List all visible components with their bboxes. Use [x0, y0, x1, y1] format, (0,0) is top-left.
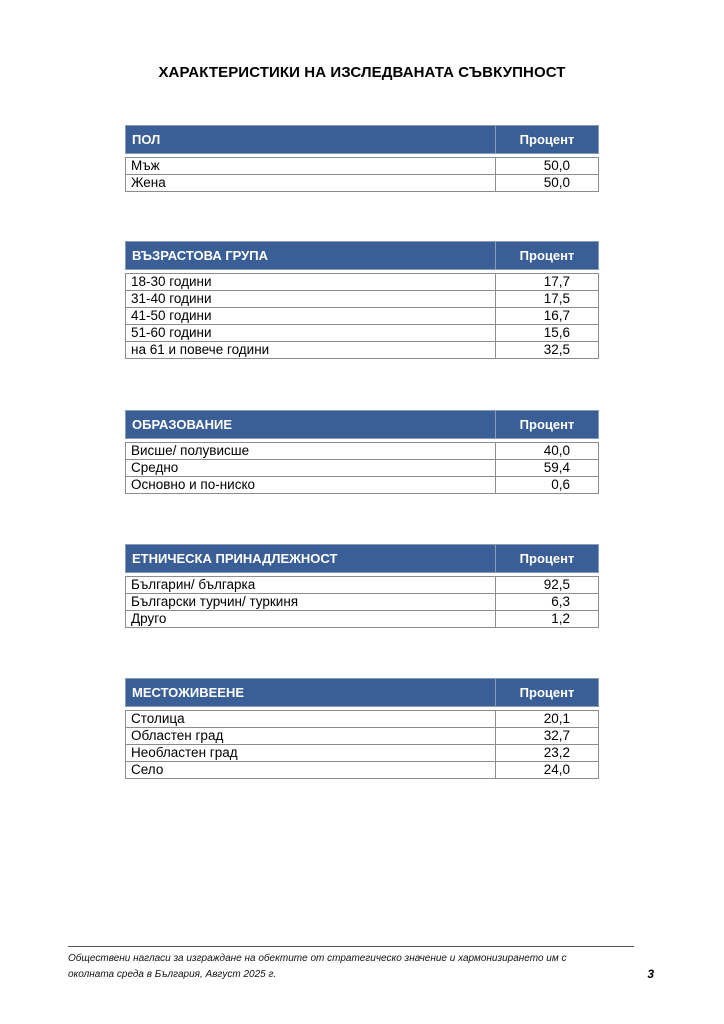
row-label: Жена [126, 175, 496, 192]
table-header-label: ПОЛ [126, 126, 496, 154]
table-header-row [126, 126, 599, 154]
row-label: на 61 и повече години [126, 342, 496, 359]
table-education [125, 410, 599, 494]
table-row [126, 477, 599, 494]
table-row [126, 274, 599, 291]
table-header-percent: Процент [496, 242, 599, 270]
table-header-label: ЕТНИЧЕСКА ПРИНАДЛЕЖНОСТ [126, 545, 496, 573]
row-label: 18-30 години [126, 274, 496, 291]
row-value: 17,7 [496, 274, 599, 291]
row-value: 16,7 [496, 308, 599, 325]
row-label: 31-40 години [126, 291, 496, 308]
table-header-row [126, 411, 599, 439]
row-value: 6,3 [496, 594, 599, 611]
table-row [126, 460, 599, 477]
row-label: Столица [126, 711, 496, 728]
table-row [126, 175, 599, 192]
table-header-percent: Процент [496, 411, 599, 439]
footer-line-1: Обществени нагласи за изграждане на обектите от стратегическо значение и хармонизирането им с [68, 953, 567, 964]
row-value: 0,6 [496, 477, 599, 494]
row-label: Село [126, 762, 496, 779]
table-header-label: ОБРАЗОВАНИЕ [126, 411, 496, 439]
table-row [126, 745, 599, 762]
row-label: Необластен град [126, 745, 496, 762]
table-header-row [126, 242, 599, 270]
table-row [126, 611, 599, 628]
footer-divider [68, 946, 634, 947]
row-label: Висше/ полувисше [126, 443, 496, 460]
table-header-label: ВЪЗРАСТОВА ГРУПА [126, 242, 496, 270]
page-number: 3 [647, 967, 654, 981]
row-label: Основно и по-ниско [126, 477, 496, 494]
table-row [126, 325, 599, 342]
row-value: 50,0 [496, 158, 599, 175]
table-row [126, 711, 599, 728]
row-value: 20,1 [496, 711, 599, 728]
row-label: Областен град [126, 728, 496, 745]
table-gender [125, 125, 599, 192]
table-ethnicity [125, 544, 599, 628]
table-row [126, 577, 599, 594]
row-value: 23,2 [496, 745, 599, 762]
row-value: 59,4 [496, 460, 599, 477]
table-header-percent: Процент [496, 545, 599, 573]
row-label: Средно [126, 460, 496, 477]
row-value: 32,7 [496, 728, 599, 745]
table-header-percent: Процент [496, 126, 599, 154]
table-header-label: МЕСТОЖИВЕЕНЕ [126, 679, 496, 707]
row-value: 32,5 [496, 342, 599, 359]
table-header-row [126, 545, 599, 573]
row-value: 1,2 [496, 611, 599, 628]
table-row [126, 308, 599, 325]
row-label: 41-50 години [126, 308, 496, 325]
table-header-percent: Процент [496, 679, 599, 707]
footer-line-2: околната среда в България, Август 2025 г. [68, 969, 277, 980]
row-value: 24,0 [496, 762, 599, 779]
table-row [126, 158, 599, 175]
table-row [126, 762, 599, 779]
row-label: 51-60 години [126, 325, 496, 342]
table-row [126, 443, 599, 460]
footer-text [68, 951, 628, 983]
row-value: 15,6 [496, 325, 599, 342]
row-label: Друго [126, 611, 496, 628]
table-header-row [126, 679, 599, 707]
row-label: Български турчин/ туркиня [126, 594, 496, 611]
table-residence [125, 678, 599, 779]
row-value: 17,5 [496, 291, 599, 308]
row-label: Мъж [126, 158, 496, 175]
row-value: 92,5 [496, 577, 599, 594]
table-age-group [125, 241, 599, 359]
table-row [126, 728, 599, 745]
row-value: 50,0 [496, 175, 599, 192]
row-label: Българин/ българка [126, 577, 496, 594]
table-row [126, 291, 599, 308]
row-value: 40,0 [496, 443, 599, 460]
page-title: ХАРАКТЕРИСТИКИ НА ИЗСЛЕДВАНАТА СЪВКУПНОСТ [158, 64, 566, 81]
table-row [126, 342, 599, 359]
table-row [126, 594, 599, 611]
